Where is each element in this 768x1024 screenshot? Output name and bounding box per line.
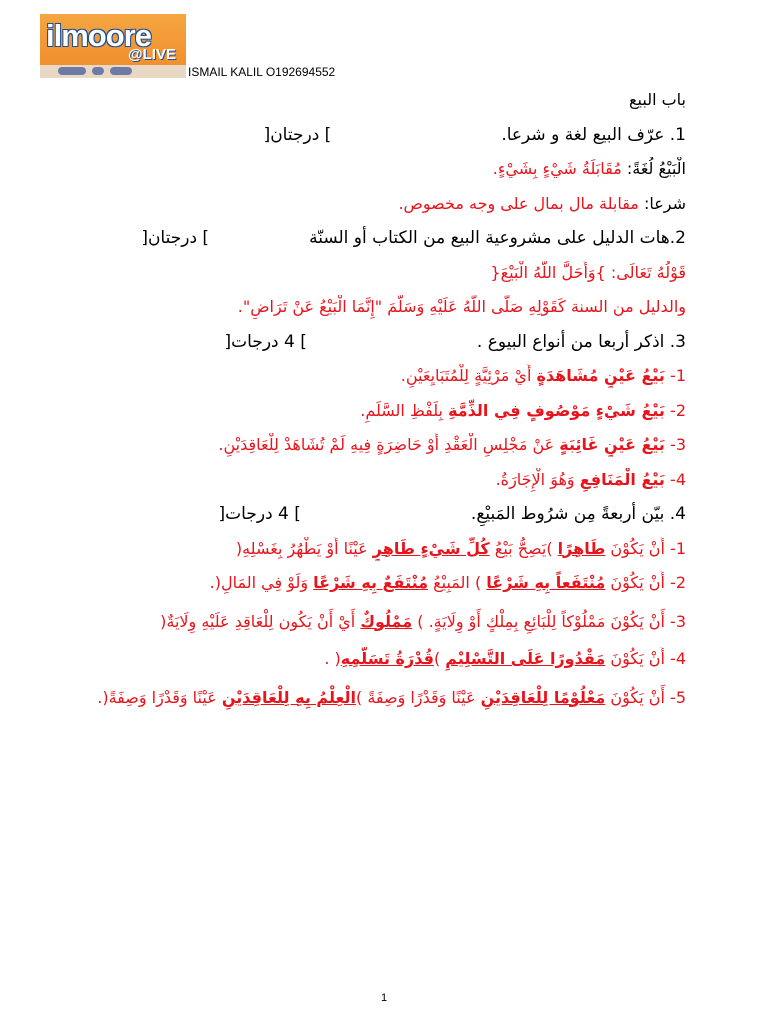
logo-live-badge: @LIVE — [128, 46, 176, 63]
question-3-marks: ] 4 درجات[ — [224, 331, 307, 352]
logo-wordmark: ilmoore — [46, 18, 151, 53]
question-3 — [40, 330, 686, 354]
condition-key-2: الْعِلْمُ بِهِ لِلْعَاقِدَيْنِ — [221, 687, 356, 707]
condition-key-2: مُنْتَفَعٌ بِهِ شَرْعًا — [313, 573, 429, 592]
condition-key: مَمْلُوكٌ — [360, 611, 413, 631]
question-4 — [40, 502, 686, 526]
question-2-marks: ] درجتان[ — [141, 228, 210, 248]
author-contact: ISMAIL KALIL O192694552 — [188, 65, 336, 79]
question-1-text: 1. عرّف البيع لغة و شرعا. — [501, 124, 686, 145]
worksheet-body — [40, 88, 686, 723]
answer-1-shar-label: شرعا: — [643, 193, 686, 213]
condition-item: 5- أَنْ يَكُوْنَ مَعْلُوْمًا لِلْعَاقِدَيْنِ عَيْنًا وَقَدْرًا وَصِفَةً )الْعِلْمُ بِهِ لِلْعَاقِدَيْنِ عَيْنًا وَقَدْرًا وَصِفَةً(. — [97, 687, 686, 707]
worksheet-title: باب البيع — [629, 90, 686, 109]
type-item: 4- بَيْعُ الْمَنَافِعِ وَهُوَ الْإِجَارَةُ. — [495, 469, 686, 489]
answer-2-sunnah: والدليل من السنة كَقَوْلِهِ صَلَّى اللَّهُ عَلَيْهِ وَسَلَّمَ "إِنَّمَا الْبَيْعُ عَنْ تَرَاضٍ". — [237, 297, 686, 316]
question-4-marks: ] 4 درجات[ — [218, 504, 301, 524]
page-number: 1 — [380, 992, 388, 1004]
type-key: بَيْعُ عَيْنٍ غَائِبَةٍ — [559, 435, 665, 454]
condition-item: 2- أَنْ يَكُوْنَ مُنْتَفَعاً بِهِ شَرْعًا ) المَبِيْعُ مُنْتَفَعٌ بِهِ شَرْعًا وَلَوْ فِي المَالِ(. — [209, 573, 686, 592]
answer-1-lugha — [40, 157, 686, 181]
condition-item: 4- أَنْ يَكُوْنَ مَقْدُورًا عَلَى التَّسْلِيْمِ )قُدْرَةُ تَسَلُّمِهِ( . — [324, 649, 686, 668]
condition-key-2: قُدْرَةُ تَسَلُّمِهِ — [340, 649, 434, 668]
condition-key: مَقْدُورًا عَلَى التَّسْلِيْمِ — [445, 649, 606, 668]
type-key: بَيْعُ شَيْءٍ مَوْصُوفٍ فِي الذِّمَّةِ — [448, 400, 665, 420]
answer-1-shar-text: مقابلة مال بمال على وجه مخصوص. — [398, 193, 639, 213]
condition-item: 1- أَنْ يَكُوْنَ طَاهِرًا )يَصِحُّ بَيْعُ كُلِّ شَيْءٍ طَاهِرٍ عَيْنًا أَوْ يَطْهُرُ بِغَسْلِهِ( — [235, 538, 686, 558]
condition-key: مَعْلُوْمًا لِلْعَاقِدَيْنِ — [480, 687, 606, 707]
answer-2-quran: قَوْلُهُ تَعَالَى: }وَأَحَلَّ اللَّهُ الْبَيْعَ{ — [490, 262, 686, 282]
type-item: 2- بَيْعُ شَيْءٍ مَوْصُوفٍ فِي الذِّمَّةِ بِلَفْظِ السَّلَمِ. — [360, 400, 686, 420]
condition-key: مُنْتَفَعاً بِهِ شَرْعًا — [486, 573, 606, 592]
question-3-text: 3. اذكر أربعا من أنواع البيوع . — [476, 331, 686, 352]
answer-1-lugha-label: الْبَيْعُ لُغَةً: — [626, 159, 686, 178]
question-2-text: 2.هات الدليل على مشروعية البيع من الكتاب أو السنّة — [309, 228, 686, 248]
condition-key-2: كُلِّ شَيْءٍ طَاهِرٍ — [372, 538, 490, 558]
question-1-marks: ] درجتان[ — [263, 124, 332, 145]
question-4-text: 4. بيّن أربعةً مِن شرُوط المَبيْعِ. — [470, 504, 686, 524]
question-2 — [40, 226, 686, 250]
condition-item: 3- أَنْ يَكُوْنَ مَمْلُوْكاً لِلْبَائِعِ بِمِلْكٍ أَوْ وِلَايَةٍ. ) مَمْلُوكٌ أَيْ أَنْ يَكُون لِلْعَاقِدِ عَلَيْهِ وِلَايَةٌ( — [160, 611, 686, 631]
answer-1-lugha-text: مُقَابَلَةُ شَيْءٍ بِشَيْءٍ. — [492, 159, 622, 178]
type-item: 1- بَيْعُ عَيْنٍ مُشَاهَدَةٍ أَيْ مَرْئِيَّةٍ لِلْمُتَبَايِعَيْنِ. — [400, 366, 686, 385]
type-key: بَيْعُ الْمَنَافِعِ — [579, 469, 665, 489]
type-item: 3- بَيْعُ عَيْنٍ غَائِبَةٍ عَنْ مَجْلِسِ الْعَقْدِ أَوْ حَاضِرَةٍ فِيهِ لَمْ تُشَاهَدْ لِلْعَاقِدَيْنِ. — [218, 435, 686, 454]
condition-key: طَاهِرًا — [557, 538, 606, 558]
logo-strip — [40, 65, 186, 78]
type-key: بَيْعُ عَيْنٍ مُشَاهَدَةٍ — [536, 366, 665, 385]
question-1 — [40, 123, 686, 147]
answer-1-shar — [40, 192, 686, 216]
ilmoore-live-logo — [40, 14, 186, 78]
